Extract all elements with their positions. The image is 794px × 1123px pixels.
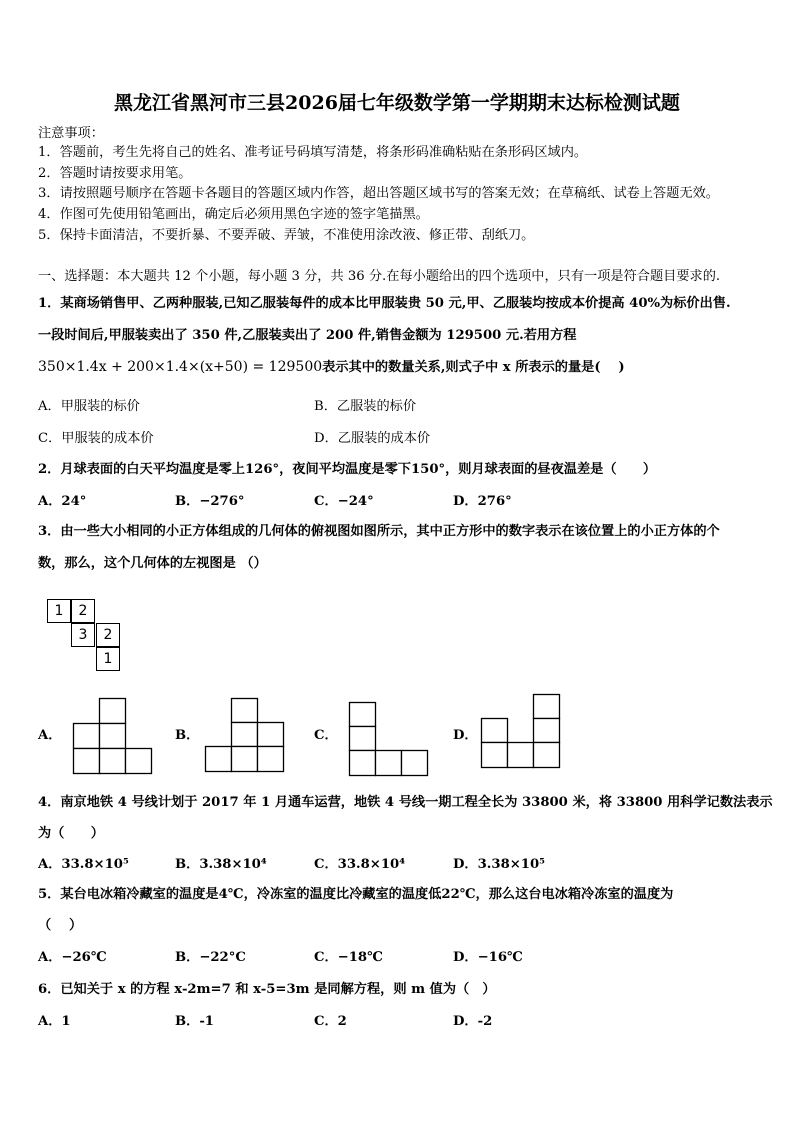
option-d[interactable]: D． [453,728,478,743]
question-3-line: 3．由一些大小相同的小正方体组成的几何体的俯视图如图所示，其中正方形中的数字表示在该位置上的小正方体的个 [38,524,720,539]
question-4-line: 4．南京地铁 4 号线计划于 2017 年 1 月通车运营，地铁 4 号线一期工程全长为 33800 米，将 33800 用科学记数法表示 [38,795,773,810]
option-c[interactable]: C． [314,728,338,743]
grid-cell: 1 [96,647,120,671]
option-c[interactable]: C．−24° [314,494,374,509]
option-c[interactable]: C．−18℃ [314,950,383,965]
option-b[interactable]: B．-1 [175,1014,214,1029]
grid-cell: 3 [71,623,95,647]
question-1-line: 一段时间后,甲服装卖出了 350 件,乙服装卖出了 200 件,销售金额为 129500 元.若用方程 [38,328,577,343]
option-d[interactable]: D．-2 [453,1014,493,1029]
option-a[interactable]: A．甲服装的标价 [38,399,140,414]
option-a[interactable]: A． [38,728,62,743]
option-a-view[interactable] [72,697,154,779]
section-heading: 一、选择题：本大题共 12 个小题，每小题 3 分，共 36 分.在每小题给出的四个选项中，只有一项是符合题目要求的. [38,269,721,284]
notice-item: 3．请按照题号顺序在答题卡各题目的答题区域内作答，超出答题区域书写的答案无效；在草稿纸、试卷上答题无效。 [38,186,719,201]
option-a[interactable]: A．24° [38,494,87,509]
notice-item: 1．答题前，考生先将自己的姓名、准考证号码填写清楚，将条形码准确粘贴在条形码区域内。 [38,145,588,160]
grid-cell: 2 [71,599,95,623]
question-5-line: （ ） [38,918,83,933]
question-1-line: 表示其中的数量关系,则式子中 x 所表示的量是( ) [322,360,625,375]
option-a[interactable]: A．−26℃ [38,950,107,965]
option-b[interactable]: B．−22°C [175,950,246,965]
notice-item: 5．保持卡面清洁，不要折暴、不要弄破、弄皱，不准使用涂改液、修正带、刮纸刀。 [38,228,535,243]
page-title: 黑龙江省黑河市三县2026届七年级数学第一学期期末达标检测试题 [114,92,680,114]
option-d-view[interactable] [480,693,562,775]
question-3-line: 数，那么，这个几何体的左视图是 （） [38,556,267,571]
option-b[interactable]: B．−276° [175,494,245,509]
question-2-line: 2．月球表面的白天平均温度是零上126°，夜间平均温度是零下150°，则月球表面的昼夜温差是（ ） [38,462,657,477]
option-c-view[interactable] [348,701,430,783]
question-6-line: 6．已知关于 x 的方程 x-2m=7 和 x-5=3m 是同解方程，则 m 值为（ ） [38,982,496,997]
question-4-line: 为（ ） [38,826,104,841]
option-c[interactable]: C．33.8×10⁴ [314,857,405,872]
grid-cell: 1 [47,599,71,623]
option-b[interactable]: B．乙服装的标价 [314,399,417,414]
equation: 350×1.4x + 200×1.4×(x+50) = 129500 [38,359,323,375]
option-d[interactable]: D．−16℃ [453,950,523,965]
option-a[interactable]: A．1 [38,1014,71,1029]
notice-heading: 注意事项： [38,126,104,141]
grid-cell: 2 [96,623,120,647]
option-c[interactable]: C．2 [314,1014,347,1029]
question-1-line: 1．某商场销售甲、乙两种服装,已知乙服装每件的成本比甲服装贵 50 元,甲、乙服装均按成本价提高 40%为标价出售. [38,296,731,311]
option-c[interactable]: C．甲服装的成本价 [38,431,154,446]
option-a[interactable]: A．33.8×10⁵ [38,857,129,872]
option-b[interactable]: B．3.38×10⁴ [175,857,267,872]
option-d[interactable]: D．乙服装的成本价 [314,431,431,446]
notice-item: 4．作图可先使用铅笔画出，确定后必须用黑色字迹的签字笔描黑。 [38,207,429,222]
question-5-line: 5．某台电冰箱冷藏室的温度是4℃，冷冻室的温度比冷藏室的温度低22℃，那么这台电冰箱冷冻室的温度为 [38,887,674,902]
option-d[interactable]: D．3.38×10⁵ [453,857,545,872]
option-d[interactable]: D．276° [453,494,512,509]
option-b-view[interactable] [204,697,286,779]
notice-item: 2．答题时请按要求用笔。 [38,166,192,181]
option-b[interactable]: B． [175,728,200,743]
question-1-equation-line [38,356,625,375]
